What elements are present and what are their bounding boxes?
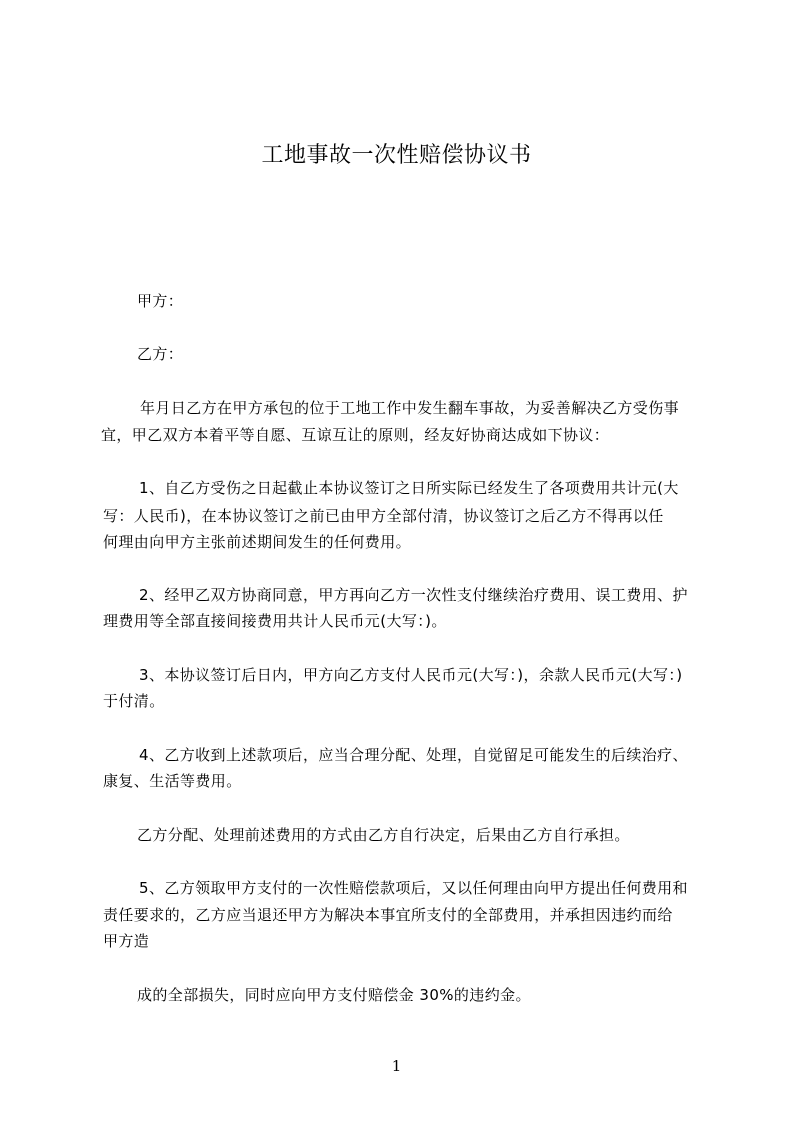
paragraph-line: 5、乙方领取甲方支付的一次性赔偿款项后，又以任何理由向甲方提出任何费用和 [139,879,688,897]
clause-5-continuation: 成的全部损失，同时应向甲方支付赔偿金 30%的违约金。 [137,986,531,1004]
paragraph-line: 写：人民币)，在本协议签订之前已由甲方全部付清，协议签订之后乙方不得再以任 [103,507,664,525]
party-a-label: 甲方： [137,292,184,310]
paragraph-line: 责任要求的，乙方应当退还甲方为解决本事宜所支付的全部费用，并承担因违约而给 [103,906,673,924]
paragraph-line: 1、自乙方受伤之日起截止本协议签订之日所实际已经发生了各项费用共计元(大 [139,479,679,497]
paragraph-line: 2、经甲乙双方协商同意，甲方再向乙方一次性支付继续治疗费用、误工费用、护 [139,586,688,604]
paragraph-line: 4、乙方收到上述款项后，应当合理分配、处理，自觉留足可能发生的后续治疗、 [139,746,688,764]
paragraph-line: 理费用等全部直接间接费用共计人民币元(大写：)。 [103,612,447,630]
paragraph-line: 何理由向甲方主张前述期间发生的任何费用。 [103,533,412,551]
party-b-label: 乙方： [137,345,184,363]
page-number: 1 [391,1057,402,1075]
paragraph-line: 于付清。 [103,692,165,710]
paragraph-line: 3、本协议签订后日内，甲方向乙方支付人民币元(大写：)，余款人民币元(大写：) [139,666,683,684]
clause-4-note: 乙方分配、处理前述费用的方式由乙方自行决定，后果由乙方自行承担。 [137,826,630,844]
paragraph-line: 宜，甲乙双方本着平等自愿、互谅互让的原则，经友好协商达成如下协议： [101,426,610,444]
document-title: 工地事故一次性赔偿协议书 [261,143,532,168]
paragraph-line: 甲方造 [103,932,150,950]
paragraph-line: 年月日乙方在甲方承包的位于工地工作中发生翻车事故，为妥善解决乙方受伤事 [140,399,680,417]
paragraph-line: 康复、生活等费用。 [103,772,242,790]
